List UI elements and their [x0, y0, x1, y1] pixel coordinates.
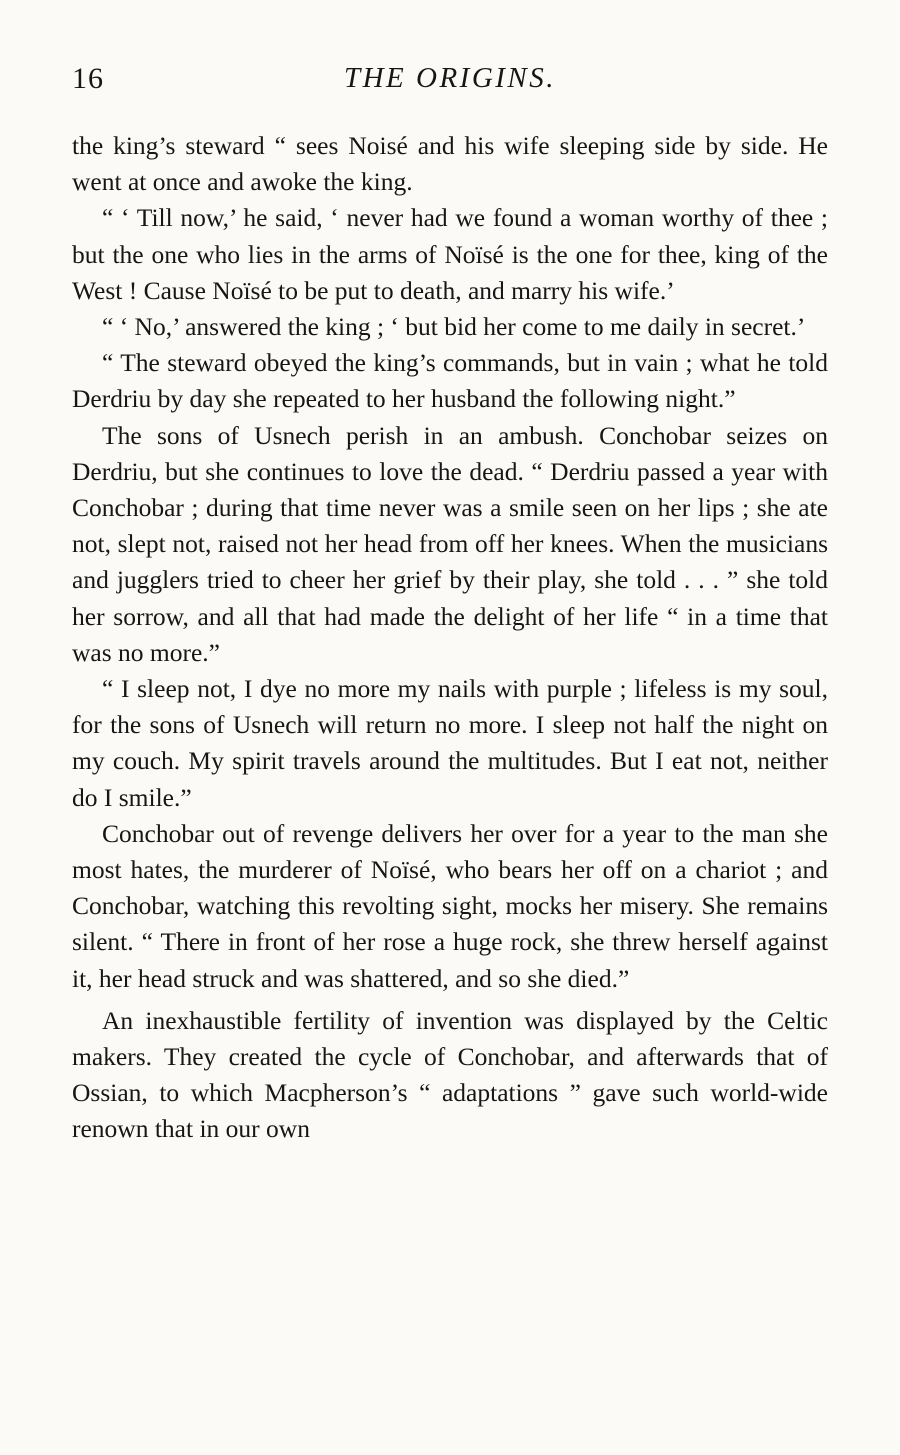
running-title: THE ORIGINS. [343, 62, 557, 94]
paragraph: An inexhaustible fertility of invention was displayed by the Celtic makers. They created the cycle of Conchobar, and afterwards that of Ossian, to which Macpherson’s “ adaptations ” gave such world-wide renown that in our own [72, 1005, 828, 1144]
paragraph: “ ‘ No,’ answered the king ; ‘ but bid her come to me daily in secret.’ [102, 312, 806, 342]
paragraph: Conchobar out of revenge delivers her over for a year to the man she most hates, the murderer of Noïsé, who bears her off on a chariot ; and Conchobar, watching this revolting sight, mocks her misery. She remains silent. “ There in front of her rose a huge rock, she threw herself against it, her head struck and was shattered, and so she died.” [72, 818, 828, 993]
paragraph: The sons of Usnech perish in an ambush. Conchobar seizes on Derdriu, but she continues to love the dead. “ Derdriu passed a year with Conchobar ; during that time never was a smile seen on her lips ; she ate not, slept not, raised not her head from off her knees. When the musicians and jugglers tried to cheer her grief by their play, she told . . . ” she told her sorrow, and all that had made the delight of her life “ in a time that was no more.” [72, 420, 828, 667]
running-head [72, 62, 828, 102]
body-text [72, 128, 828, 1148]
paragraph: “ ‘ Till now,’ he said, ‘ never had we found a woman worthy of thee ; but the one who lies in the arms of Noïsé is the one for thee, king of the West ! Cause Noïsé to be put to death, and marry his wife.’ [72, 203, 828, 305]
paragraph: “ I sleep not, I dye no more my nails with purple ; lifeless is my soul, for the sons of Usnech will return no more. I sleep not half the night on my couch. My spirit travels around the multitudes. But I eat not, neither do I smile.” [72, 674, 828, 812]
paragraph: the king’s steward “ sees Noisé and his wife sleeping side by side. He went at once and awoke the king. [72, 131, 828, 197]
page-number: 16 [72, 62, 104, 95]
paragraph: “ The steward obeyed the king’s commands, but in vain ; what he told Derdriu by day she repeated to her husband the following night.” [72, 348, 828, 414]
